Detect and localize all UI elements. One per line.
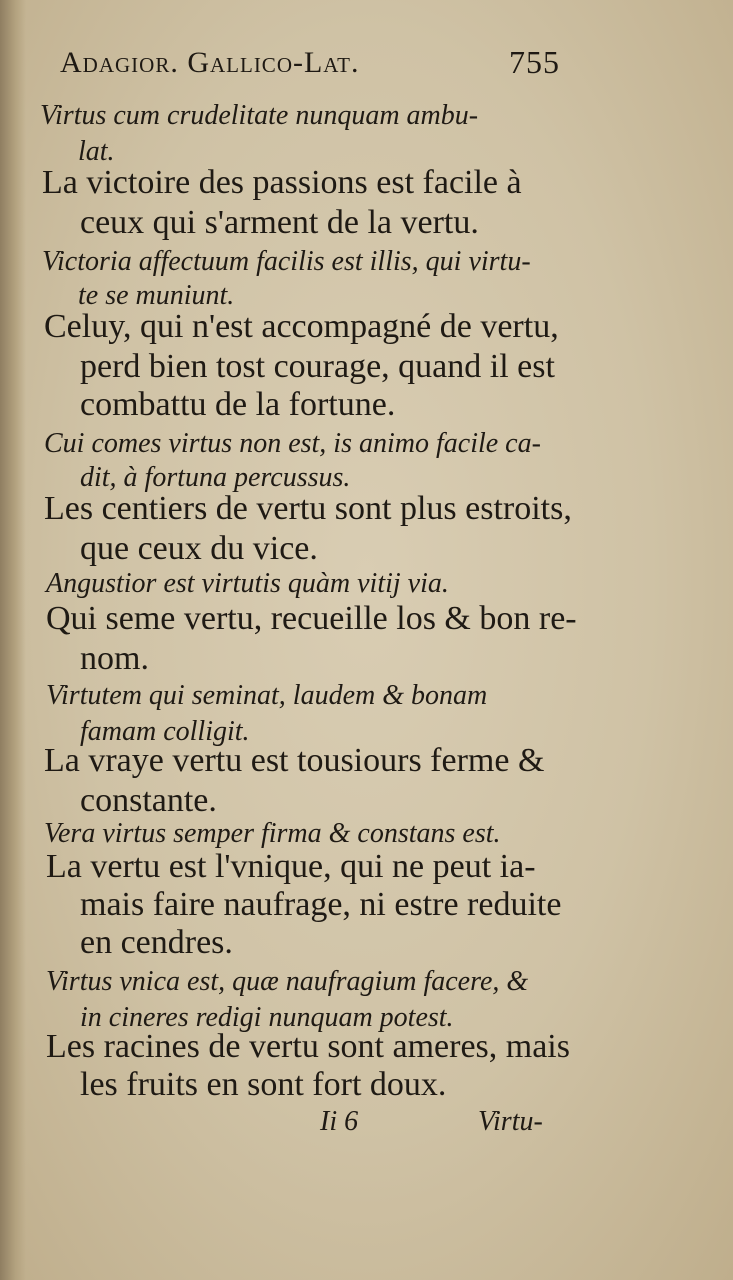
text-line: Victoria affectuum facilis est illis, qui virtu- (42, 246, 531, 277)
text-line: Angustior est virtutis quàm vitij via. (46, 568, 449, 599)
text-line: en cendres. (80, 924, 233, 961)
text-line: Virtus vnica est, quæ naufragium facere, & (46, 966, 529, 997)
text-line: La victoire des passions est facile à (42, 164, 522, 201)
text-line: Virtutem qui seminat, laudem & bonam (46, 680, 488, 711)
text-line: Qui seme vertu, recueille los & bon re- (46, 600, 577, 637)
text-line: constante. (80, 782, 217, 819)
catchword: Virtu- (478, 1106, 543, 1137)
running-title: Adagior. Gallico-Lat. (60, 46, 360, 79)
text-line: lat. (78, 136, 115, 167)
running-header (60, 40, 560, 84)
text-line: que ceux du vice. (80, 530, 318, 567)
text-line: Vera virtus semper firma & constans est. (44, 818, 501, 849)
text-line: perd bien tost courage, quand il est (80, 348, 555, 385)
page-gutter-shadow (0, 0, 26, 1280)
signature-mark: Ii 6 (320, 1106, 359, 1137)
text-line: ceux qui s'arment de la vertu. (80, 204, 479, 241)
text-line: in cineres redigi nunquam potest. (80, 1002, 454, 1033)
text-line: La vraye vertu est tousiours ferme & (44, 742, 545, 779)
text-line: combattu de la fortune. (80, 386, 396, 423)
text-line: famam colligit. (80, 716, 250, 747)
text-line: La vertu est l'vnique, qui ne peut ia- (46, 848, 536, 885)
text-line: te se muniunt. (78, 280, 235, 311)
page-number: 755 (509, 44, 560, 80)
text-line: Virtus cum crudelitate nunquam ambu- (40, 100, 479, 131)
text-line: Les centiers de vertu sont plus estroits, (44, 490, 572, 527)
text-line: nom. (80, 640, 149, 677)
text-line: Celuy, qui n'est accompagné de vertu, (44, 308, 559, 345)
text-line: Les racines de vertu sont ameres, mais (46, 1028, 570, 1065)
text-line: dit, à fortuna percussus. (80, 462, 351, 493)
text-line: mais faire naufrage, ni estre reduite (80, 886, 562, 923)
text-line: les fruits en sont fort doux. (80, 1066, 447, 1103)
text-line: Cui comes virtus non est, is animo facile ca- (44, 428, 541, 459)
